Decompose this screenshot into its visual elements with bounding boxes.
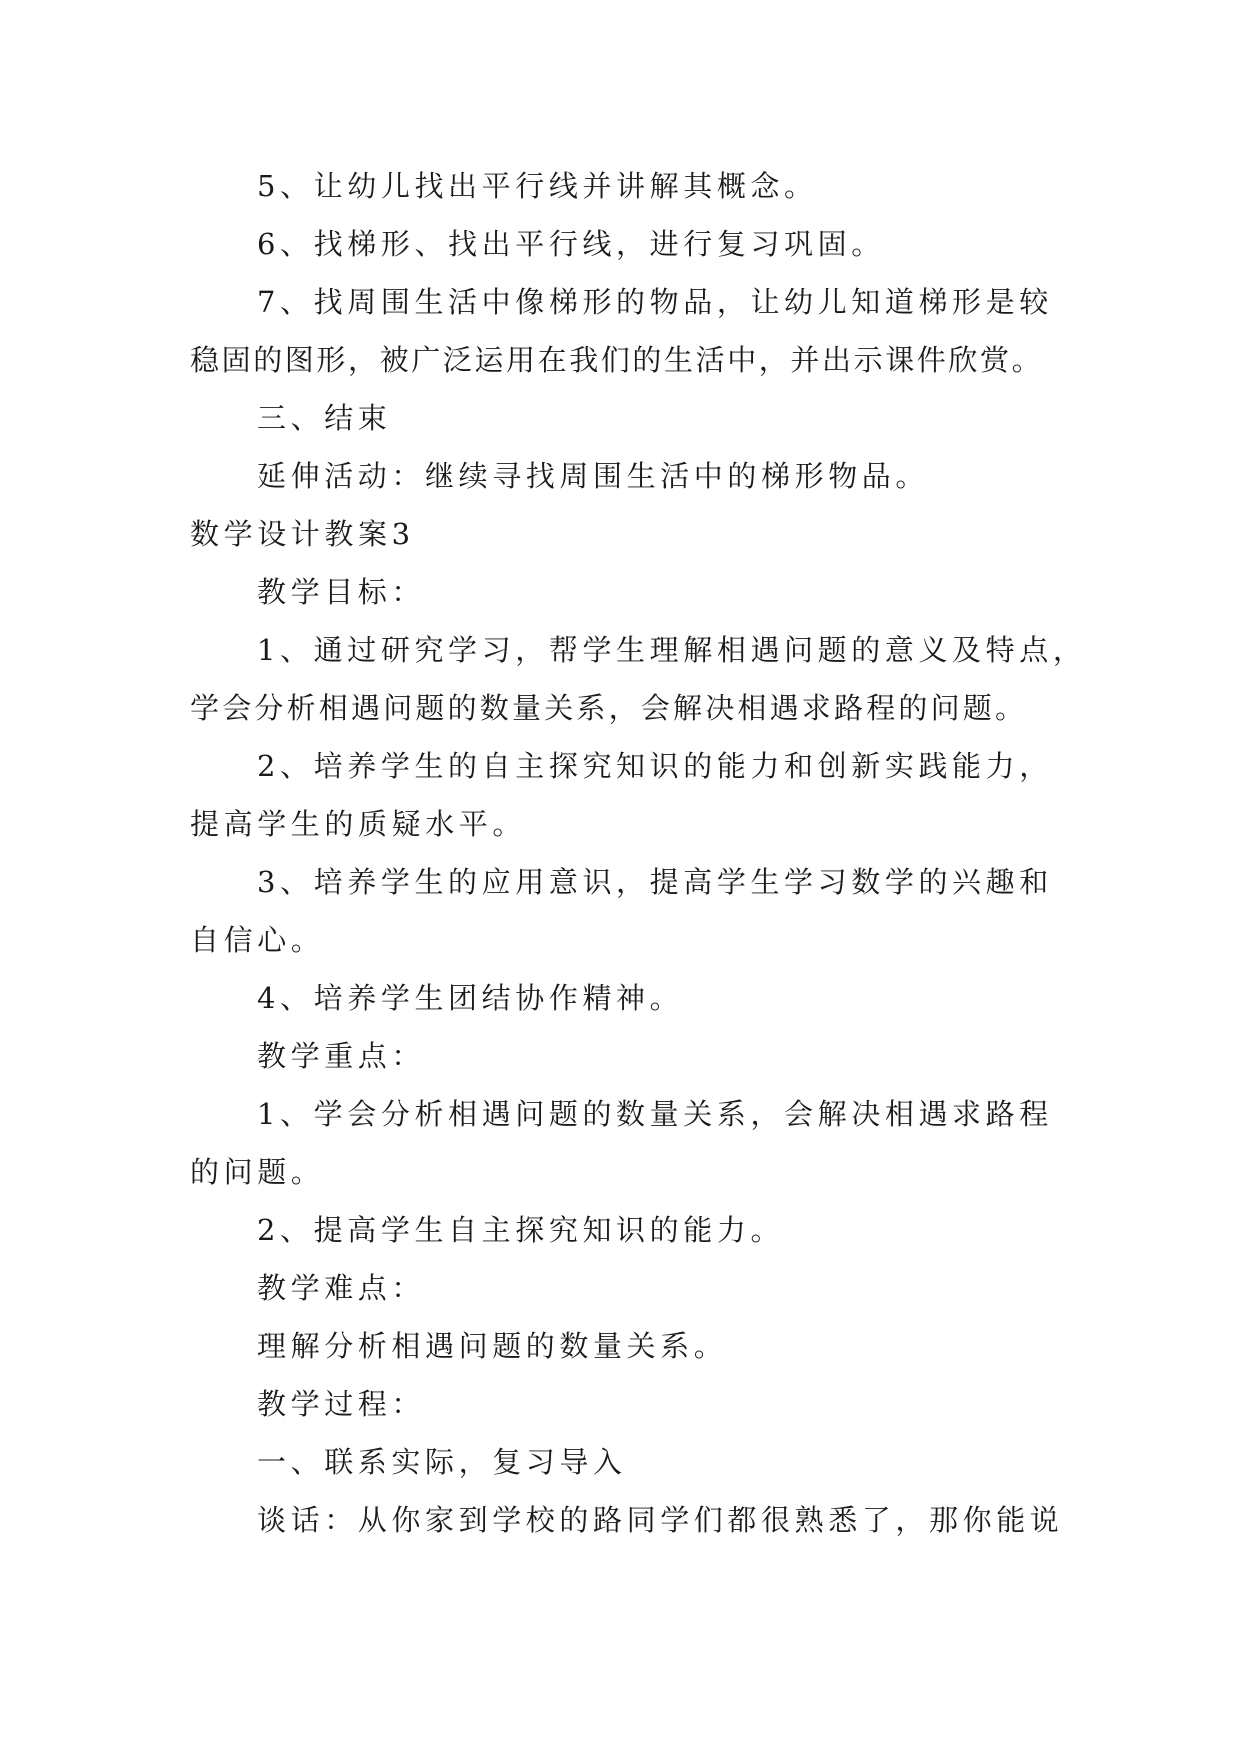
process-dialogue: 谈话：从你家到学校的路同学们都很熟悉了，那你能说 (257, 1503, 1064, 1537)
paragraph-extension-activity: 延伸活动：继续寻找周围生活中的梯形物品。 (257, 459, 930, 493)
process-step-1-heading: 一、联系实际，复习导入 (257, 1445, 627, 1479)
difficulty-1: 理解分析相遇问题的数量关系。 (257, 1329, 728, 1363)
goal-1-continued: 学会分析相遇问题的数量关系，会解决相遇求路程的问题。 (190, 691, 1028, 725)
goal-3-continued: 自信心。 (190, 923, 325, 957)
goal-3: 3、培养学生的应用意识，提高学生学习数学的兴趣和 (257, 865, 1053, 899)
key-point-1-continued: 的问题。 (190, 1155, 325, 1189)
key-point-2: 2、提高学生自主探究知识的能力。 (257, 1213, 785, 1247)
goal-4: 4、培养学生团结协作精神。 (257, 981, 684, 1015)
paragraph-step-6: 6、找梯形、找出平行线，进行复习巩固。 (257, 227, 885, 261)
heading-teaching-goals: 教学目标： (257, 575, 426, 609)
heading-difficulties: 教学难点： (257, 1271, 426, 1305)
heading-teaching-process: 教学过程： (257, 1387, 426, 1421)
paragraph-step-5: 5、让幼儿找出平行线并讲解其概念。 (257, 169, 818, 203)
document-title: 数学设计教案3 (190, 517, 415, 551)
goal-2: 2、培养学生的自主探究知识的能力和创新实践能力， (257, 749, 1053, 783)
paragraph-step-7-continued: 稳固的图形，被广泛运用在我们的生活中，并出示课件欣赏。 (190, 343, 1044, 377)
goal-1: 1、通过研究学习，帮学生理解相遇问题的意义及特点， (257, 633, 1087, 667)
goal-2-continued: 提高学生的质疑水平。 (190, 807, 527, 841)
heading-key-points: 教学重点： (257, 1039, 426, 1073)
key-point-1: 1、学会分析相遇问题的数量关系，会解决相遇求路程 (257, 1097, 1053, 1131)
section-heading-end: 三、结束 (257, 401, 392, 435)
paragraph-step-7: 7、找周围生活中像梯形的物品，让幼儿知道梯形是较 (257, 285, 1053, 319)
